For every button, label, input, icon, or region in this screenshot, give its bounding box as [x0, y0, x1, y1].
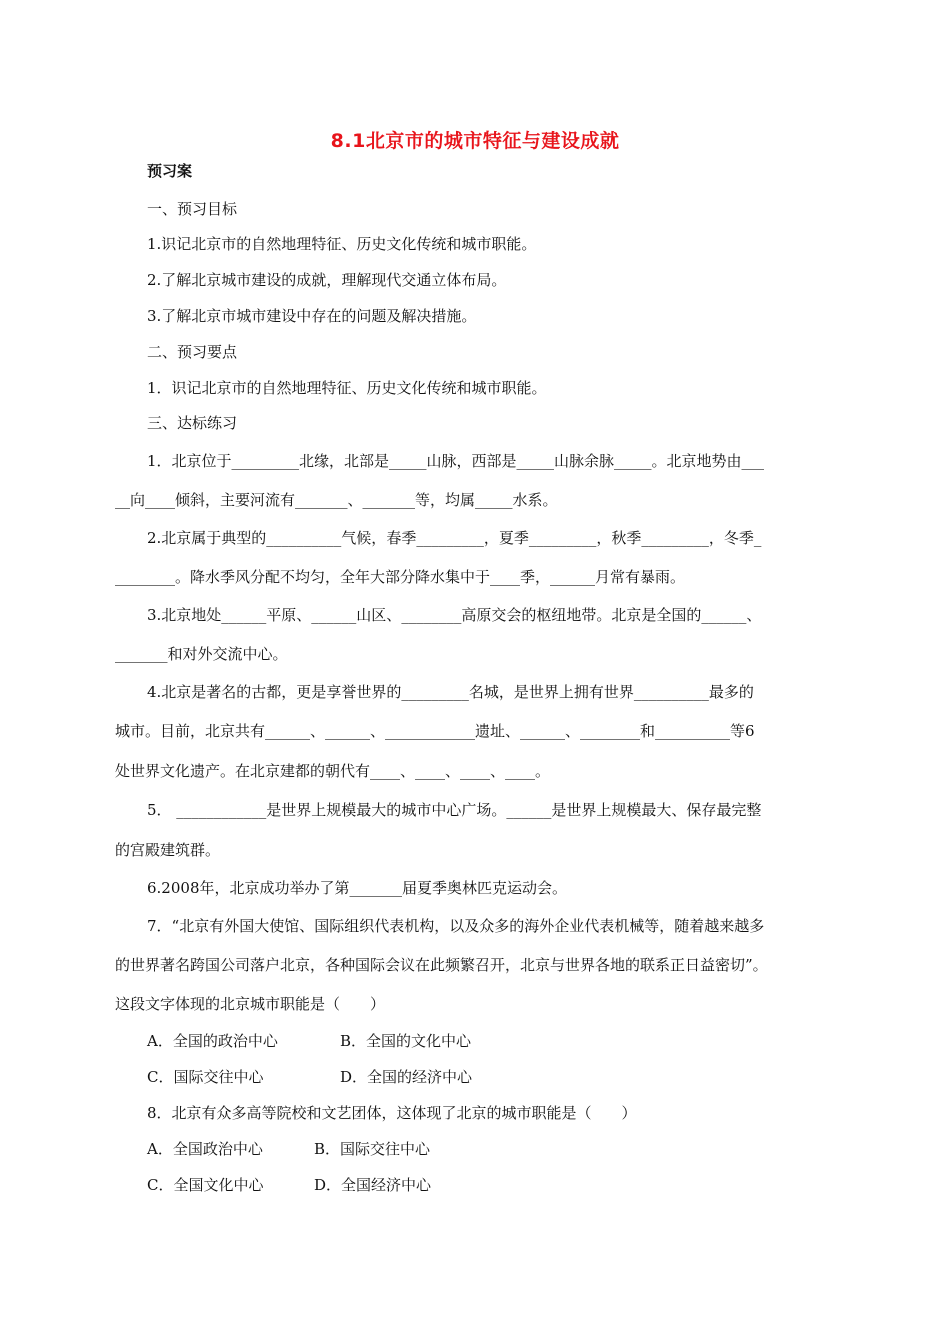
question-8-option-d: D．全国经济中心	[314, 1176, 432, 1194]
heading-points: 二、预习要点	[147, 343, 238, 361]
question-7-option-d: D．全国的经济中心	[340, 1068, 473, 1086]
question-7-option-b: B．全国的文化中心	[340, 1032, 472, 1050]
question-7-line-2: 的世界著名跨国公司落户北京，各种国际会议在此频繁召开，北京与世界各地的联系正日益密切”。	[115, 956, 768, 974]
goal-item: 2.了解北京城市建设的成就，理解现代交通立体布局。	[147, 271, 507, 289]
question-1-line-2: __向____倾斜，主要河流有_______、_______等，均属_____水系。	[115, 491, 558, 509]
question-4-line-2: 城市。目前，北京共有______、______、____________遗址、______、________和__________等6	[115, 722, 755, 740]
question-7-option-a: A．全国的政治中心	[147, 1032, 278, 1050]
question-5-line-1: 5． ____________是世界上规模最大的城市中心广场。______是世界上规模最大、保存最完整	[147, 801, 762, 819]
question-3-line-2: _______和对外交流中心。	[115, 645, 288, 663]
question-3-line-1: 3.北京地处______平原、______山区、________高原交会的枢纽地带。北京是全国的______、	[147, 606, 762, 624]
question-1-line-1: 1．北京位于_________北缘，北部是_____山脉，西部是_____山脉余脉_____。北京地势由___	[147, 452, 765, 470]
question-7-option-c: C．国际交往中心	[147, 1068, 264, 1086]
question-8-option-c: C．全国文化中心	[147, 1176, 264, 1194]
question-8: 8．北京有众多高等院校和文艺团体，这体现了北京的城市职能是（ ）	[147, 1104, 637, 1122]
question-5-line-2: 的宫殿建筑群。	[115, 841, 221, 859]
question-8-option-b: B．国际交往中心	[314, 1140, 431, 1158]
heading-exercises: 三、达标练习	[147, 414, 238, 432]
question-8-option-a: A．全国政治中心	[147, 1140, 263, 1158]
question-2-line-1: 2.北京属于典型的__________气候，春季_________，夏季_________，秋季_________，冬季_	[147, 529, 762, 547]
question-4-line-3: 处世界文化遗产。在北京建都的朝代有____、____、____、____。	[115, 762, 551, 780]
section-label: 预习案	[147, 162, 193, 180]
question-6: 6.2008年，北京成功举办了第_______届夏季奥林匹克运动会。	[147, 879, 567, 897]
question-2-line-2: ________。降水季风分配不均匀，全年大部分降水集中于____季，______月常有暴雨。	[115, 568, 686, 586]
question-7-line-3: 这段文字体现的北京城市职能是（ ）	[115, 995, 386, 1013]
goal-item: 1.识记北京市的自然地理特征、历史文化传统和城市职能。	[147, 235, 537, 253]
question-7-line-1: 7．“北京有外国大使馆、国际组织代表机构，以及众多的海外企业代表机械等，随着越来越多	[147, 917, 765, 935]
document-title: 8.1北京市的城市特征与建设成就	[330, 130, 620, 152]
goal-item: 3.了解北京市城市建设中存在的问题及解决措施。	[147, 307, 477, 325]
question-4-line-1: 4.北京是著名的古都，更是享誉世界的_________名城，是世界上拥有世界__________最多的	[147, 683, 754, 701]
heading-goals: 一、预习目标	[147, 200, 238, 218]
point-item: 1．识记北京市的自然地理特征、历史文化传统和城市职能。	[147, 379, 547, 397]
